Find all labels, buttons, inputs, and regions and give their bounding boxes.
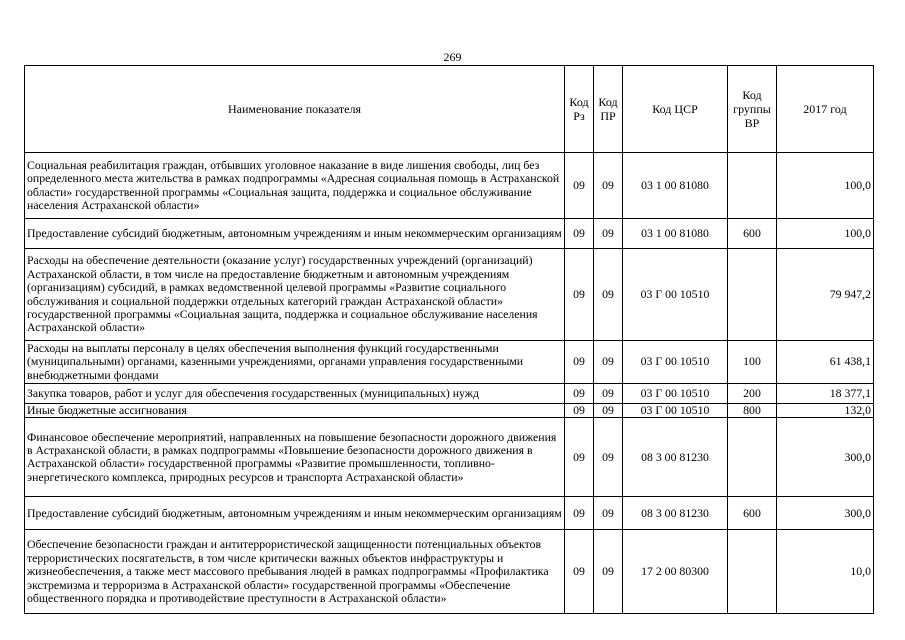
row-name: Иные бюджетные ассигнования	[25, 404, 565, 418]
row-name: Предоставление субсидий бюджетным, автономным учреждениям и иным некоммерческим организациям	[25, 219, 565, 249]
row-name: Расходы на выплаты персоналу в целях обеспечения выполнения функций государственными (муниципальными) органами, казенными учреждениями, органами управления государственными внебюджетными фондами	[25, 341, 565, 384]
header-vr: Код группы ВР	[728, 66, 777, 153]
table-row	[25, 249, 874, 341]
row-vr	[728, 418, 777, 497]
row-vr: 200	[728, 384, 777, 404]
page-number: 269	[443, 50, 462, 64]
row-pr: 09	[594, 249, 623, 341]
row-amount: 10,0	[777, 530, 874, 614]
row-vr: 100	[728, 341, 777, 384]
row-amount: 300,0	[777, 497, 874, 530]
table-row	[25, 418, 874, 497]
row-pr: 09	[594, 497, 623, 530]
row-rz: 09	[565, 153, 594, 219]
row-csr: 03 1 00 81080	[623, 153, 728, 219]
table-row	[25, 219, 874, 249]
row-name: Предоставление субсидий бюджетным, автономным учреждениям и иным некоммерческим организациям	[25, 497, 565, 530]
header-pr: Код ПР	[594, 66, 623, 153]
row-rz: 09	[565, 497, 594, 530]
row-name: Обеспечение безопасности граждан и антитеррористической защищенности потенциальных объектов террористических посягательств, в том числе критически важных объектов инфраструктуры и жизнеобеспечения, а также мест массового пребывания людей в рамках подпрограммы «Профилактика экстремизма и терроризма в Астраханской области» государственной программы «Обеспечение общественного порядка и противодействие преступности в Астраханской области»	[25, 530, 565, 614]
row-name: Социальная реабилитация граждан, отбывших уголовное наказание в виде лишения свободы, лиц без определенного места жительства в рамках подпрограммы «Адресная социальная помощь в Астраханской области» государственной программы «Социальная защита, поддержка и социальное обслуживание населения Астраханской области»	[25, 153, 565, 219]
row-rz: 09	[565, 530, 594, 614]
row-rz: 09	[565, 384, 594, 404]
header-name: Наименование показателя	[25, 66, 565, 153]
row-vr	[728, 530, 777, 614]
row-csr: 03 Г 00 10510	[623, 404, 728, 418]
header-csr: Код ЦСР	[623, 66, 728, 153]
table-row	[25, 153, 874, 219]
row-name: Финансовое обеспечение мероприятий, направленных на повышение безопасности дорожного движения в Астраханской области, в рамках подпрограммы «Повышение безопасности дорожного движения в Астраханской области» государственной программы «Развитие промышленности, топливно-энергетического комплекса, природных ресурсов и транспорта Астраханской области»	[25, 418, 565, 497]
row-amount: 100,0	[777, 219, 874, 249]
row-vr: 800	[728, 404, 777, 418]
row-pr: 09	[594, 530, 623, 614]
budget-table	[24, 65, 874, 614]
row-csr: 03 Г 00 10510	[623, 249, 728, 341]
header-year: 2017 год	[777, 66, 874, 153]
row-amount: 61 438,1	[777, 341, 874, 384]
row-csr: 17 2 00 80300	[623, 530, 728, 614]
table-row	[25, 497, 874, 530]
row-vr	[728, 249, 777, 341]
row-vr: 600	[728, 497, 777, 530]
row-rz: 09	[565, 341, 594, 384]
table-row	[25, 404, 874, 418]
table-row	[25, 530, 874, 614]
header-rz: Код Рз	[565, 66, 594, 153]
row-pr: 09	[594, 384, 623, 404]
table-row	[25, 384, 874, 404]
row-vr	[728, 153, 777, 219]
row-amount: 100,0	[777, 153, 874, 219]
row-rz: 09	[565, 418, 594, 497]
row-name: Расходы на обеспечение деятельности (оказание услуг) государственных учреждений (организаций) Астраханской области, в том числе на предоставление бюджетным и автономным учреждениям (организациям) субсидий, в рамках ведомственной целевой программы «Развитие социального обслуживания и социальной поддержки отдельных категорий граждан Астраханской области» государственной программы «Социальная защита, поддержка и социальное обслуживание населения Астраханской области»	[25, 249, 565, 341]
row-pr: 09	[594, 341, 623, 384]
row-name: Закупка товаров, работ и услуг для обеспечения государственных (муниципальных) нужд	[25, 384, 565, 404]
row-rz: 09	[565, 249, 594, 341]
row-rz: 09	[565, 404, 594, 418]
row-csr: 03 Г 00 10510	[623, 341, 728, 384]
row-amount: 300,0	[777, 418, 874, 497]
row-csr: 08 3 00 81230	[623, 418, 728, 497]
row-csr: 03 1 00 81080	[623, 219, 728, 249]
table-row	[25, 341, 874, 384]
row-csr: 08 3 00 81230	[623, 497, 728, 530]
row-pr: 09	[594, 219, 623, 249]
row-vr: 600	[728, 219, 777, 249]
row-csr: 03 Г 00 10510	[623, 384, 728, 404]
row-amount: 18 377,1	[777, 384, 874, 404]
row-rz: 09	[565, 219, 594, 249]
row-amount: 79 947,2	[777, 249, 874, 341]
row-amount: 132,0	[777, 404, 874, 418]
row-pr: 09	[594, 153, 623, 219]
row-pr: 09	[594, 404, 623, 418]
table-header-row	[25, 66, 874, 153]
row-pr: 09	[594, 418, 623, 497]
